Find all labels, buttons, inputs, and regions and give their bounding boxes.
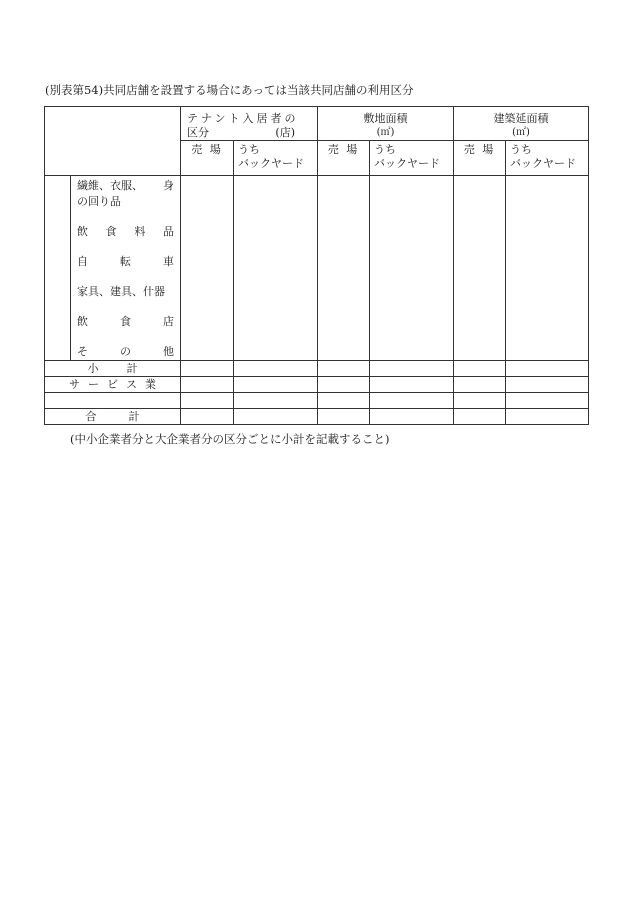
tenant-sales-floor-header: 売 場 (181, 141, 234, 176)
value-cell (181, 409, 234, 425)
value-cell (370, 409, 454, 425)
category-furniture: 家具、建具、什器 (77, 285, 165, 298)
tenant-header (181, 107, 318, 141)
category-bicycle: 自 転 車 (77, 255, 174, 268)
usage-table (44, 106, 589, 425)
value-cell (506, 409, 589, 425)
category-food: 飲 食 料 品 (77, 225, 174, 238)
value-cell (318, 361, 370, 377)
value-cell (181, 176, 234, 361)
value-cell (318, 393, 370, 409)
value-cell (318, 176, 370, 361)
service-label: サービス業 (45, 377, 181, 393)
corner-cell (45, 107, 181, 176)
value-cell (181, 393, 234, 409)
value-cell (318, 409, 370, 425)
value-cell (506, 361, 589, 377)
subtotal-label: 小計 (45, 361, 181, 377)
value-cell (454, 377, 506, 393)
floor-backyard-header: うち バックヤード (506, 141, 589, 176)
tenant-header-label: 区分 (187, 126, 209, 139)
value-cell (234, 393, 318, 409)
total-label: 合計 (45, 409, 181, 425)
value-cell (234, 176, 318, 361)
site-sales-floor-header: 売 場 (318, 141, 370, 176)
value-cell (318, 377, 370, 393)
value-cell (370, 393, 454, 409)
category-list (71, 176, 181, 361)
value-cell (234, 377, 318, 393)
floor-area-unit: (㎡) (512, 127, 530, 138)
value-cell (506, 377, 589, 393)
category-group-spacer (45, 176, 71, 361)
floor-area-label: 建築延面積 (493, 112, 549, 125)
floor-area-header (454, 107, 589, 141)
value-cell (234, 361, 318, 377)
tenant-backyard-header: うち バックヤード (234, 141, 318, 176)
value-cell (454, 409, 506, 425)
floor-sales-floor-header: 売 場 (454, 141, 506, 176)
category-textile: 繊維、衣服、 身 の回り品 (77, 179, 174, 208)
value-cell (506, 393, 589, 409)
value-cell (234, 409, 318, 425)
value-cell (454, 393, 506, 409)
site-area-unit: (㎡) (376, 127, 395, 138)
value-cell (181, 361, 234, 377)
value-cell (454, 361, 506, 377)
form-title: (別表第54)共同店舗を設置する場合にあっては当該共同店舗の利用区分 (45, 83, 414, 97)
value-cell (454, 176, 506, 361)
value-cell (370, 377, 454, 393)
value-cell (370, 176, 454, 361)
tenant-header-unit: (店) (275, 126, 296, 139)
value-cell (370, 361, 454, 377)
value-cell (506, 176, 589, 361)
site-area-label: 敷地面積 (363, 112, 408, 125)
site-area-header (318, 107, 454, 141)
site-backyard-header: うち バックヤード (370, 141, 454, 176)
blank-label (45, 393, 181, 409)
tenant-header-line1: テナント入居者の (187, 112, 299, 125)
footnote: (中小企業者分と大企業者分の区分ごとに小計を記載すること) (70, 432, 390, 446)
category-restaurant: 飲 食 店 (77, 315, 174, 328)
value-cell (181, 377, 234, 393)
category-other: そ の 他 (77, 345, 174, 358)
